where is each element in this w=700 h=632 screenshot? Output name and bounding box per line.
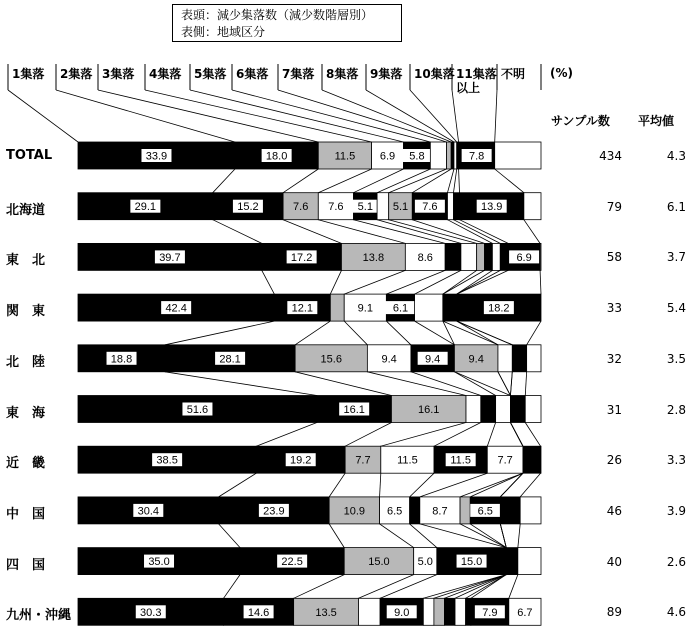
connector-line: [256, 423, 317, 447]
bar-segment: [377, 193, 389, 220]
bar-segment: [461, 243, 477, 270]
bar-segment: [492, 243, 500, 270]
connector-line: [318, 169, 371, 193]
data-label: 13.9: [480, 201, 503, 214]
bar-segment: [525, 396, 541, 423]
sample-count: 33: [606, 301, 622, 316]
data-label: 6.9: [516, 251, 532, 264]
data-label: 30.4: [137, 505, 160, 518]
mean-value: 3.9: [666, 503, 686, 518]
data-label: 9.1: [357, 302, 373, 315]
connector-line: [518, 524, 520, 548]
mean-value: 2.6: [666, 554, 686, 569]
bar-segment: [454, 142, 457, 169]
connector-line: [353, 169, 403, 193]
leader-line: [278, 90, 447, 142]
connector-line: [510, 372, 512, 396]
bar-segment: [481, 396, 496, 423]
column-header-5: 5集落: [194, 67, 227, 81]
leader-line: [452, 90, 459, 142]
connector-line: [500, 473, 523, 497]
row-label: 東 北: [6, 253, 46, 269]
data-label: 16.1: [343, 404, 365, 416]
column-header-2: 2集落: [60, 67, 93, 81]
data-label: 9.0: [394, 606, 410, 619]
sample-count: 58: [606, 250, 622, 265]
bar-segment: [330, 294, 344, 321]
data-label: 22.5: [281, 556, 303, 569]
bar-segment: [434, 598, 445, 625]
connector-line: [380, 575, 437, 599]
column-header-8: 8集落: [326, 67, 359, 81]
connector-line: [495, 169, 524, 193]
data-label: 13.8: [362, 251, 385, 264]
mean-value: 4.3: [666, 149, 686, 163]
data-label: 30.3: [140, 606, 162, 619]
connector-line: [454, 372, 495, 396]
connector-line: [219, 524, 240, 548]
connector-line: [386, 321, 411, 345]
data-label: 13.5: [315, 606, 337, 619]
leader-line: [145, 90, 372, 142]
data-label: 15.2: [237, 201, 259, 214]
data-label: 10.9: [343, 505, 366, 518]
data-label: 7.7: [497, 454, 513, 467]
data-label: 7.6: [293, 201, 309, 214]
bar-segment: [500, 497, 520, 524]
data-label: 19.2: [289, 454, 312, 467]
leader-line: [495, 90, 497, 142]
data-label: 15.0: [460, 556, 483, 569]
connector-line: [459, 169, 460, 193]
connector-line: [540, 270, 541, 294]
data-label: 18.2: [488, 302, 510, 315]
connector-line: [434, 423, 481, 447]
bar-segment: [451, 142, 454, 169]
bar-segment: [466, 396, 481, 423]
connector-line: [165, 372, 317, 396]
sample-count: 40: [606, 554, 622, 569]
data-label: 18.8: [110, 353, 133, 366]
connector-line: [213, 220, 262, 244]
bar-segment: [410, 497, 420, 524]
connector-line: [329, 473, 345, 497]
connector-line: [283, 169, 318, 193]
data-label: 42.4: [165, 302, 187, 315]
data-label: 33.9: [145, 150, 168, 163]
leader-line: [322, 90, 451, 142]
mean-value: 3.7: [666, 250, 686, 265]
sample-header: サンプル数: [551, 114, 610, 128]
connector-line: [219, 473, 257, 497]
data-label: 51.6: [186, 404, 209, 416]
row-label: 四 国: [6, 557, 46, 573]
connector-line: [381, 423, 466, 447]
data-label: 8.7: [432, 505, 448, 518]
connector-line: [457, 321, 498, 345]
connector-line: [524, 220, 540, 244]
bar-segment: [527, 345, 541, 372]
connector-line: [367, 372, 466, 396]
data-label: 6.5: [477, 505, 493, 518]
note-line-2: 表側：地域区分: [181, 25, 266, 39]
connector-line: [447, 169, 453, 193]
row-label: 東 海: [6, 405, 46, 421]
bar-segment: [430, 142, 446, 169]
data-label: 7.6: [328, 201, 344, 214]
bar-segment: [495, 142, 541, 169]
connector-line: [457, 270, 493, 294]
bar-segment: [415, 294, 443, 321]
bar-segment: [512, 345, 526, 372]
connector-line: [525, 372, 526, 396]
connector-line: [466, 575, 507, 599]
connector-line: [380, 473, 381, 497]
bar-segment: [500, 243, 508, 270]
connector-line: [411, 372, 481, 396]
data-label: 7.8: [468, 150, 485, 163]
data-label: 7.6: [422, 201, 438, 214]
connector-line: [525, 423, 540, 447]
data-label: 5.0: [417, 556, 433, 569]
connector-line: [454, 372, 510, 396]
sample-count: 26: [606, 453, 622, 468]
connector-line: [460, 473, 523, 497]
connector-line: [330, 270, 341, 294]
bar-segment: [498, 345, 512, 372]
note-line-1: 表頭：減少集落数（減少数階層別）: [181, 8, 374, 22]
connector-line: [510, 423, 523, 447]
row-label: 関 東: [6, 304, 46, 320]
connector-line: [295, 321, 330, 345]
connector-line: [318, 220, 405, 244]
data-label: 7.7: [355, 454, 371, 467]
data-label: 11.5: [450, 454, 471, 467]
column-header-1: 1集落: [12, 67, 45, 81]
connector-line: [509, 575, 518, 599]
leader-line: [410, 90, 457, 142]
column-header-11: 以上: [456, 81, 481, 95]
data-label: 17.2: [290, 251, 313, 264]
column-header-4: 4集落: [149, 67, 182, 81]
bar-segment: [444, 598, 455, 625]
sample-count: 31: [606, 402, 622, 417]
data-label: 15.0: [368, 556, 390, 569]
connector-line: [527, 321, 541, 345]
data-label: 9.4: [468, 353, 484, 366]
bar-segment: [485, 243, 493, 270]
mean-value: 5.4: [666, 301, 686, 316]
connector-line: [329, 524, 344, 548]
leader-line: [366, 90, 454, 142]
data-label: 38.5: [156, 454, 178, 467]
data-label: 16.1: [418, 404, 440, 416]
column-header-10: 10集落: [414, 67, 455, 81]
data-label: 39.7: [159, 251, 181, 264]
row-label: 九州・沖縄: [6, 608, 72, 624]
mean-value: 6.1: [666, 199, 686, 214]
sample-count: 79: [606, 199, 622, 214]
bar-segment: [358, 598, 380, 625]
connector-line: [344, 321, 367, 345]
leader-line: [8, 90, 78, 142]
bar-segment: [460, 497, 470, 524]
connector-line: [377, 169, 430, 193]
bar-segment: [447, 193, 453, 220]
row-label: TOTAL: [6, 148, 53, 163]
data-label: 5.1: [392, 201, 409, 214]
sample-count: 32: [606, 351, 622, 366]
connector-line: [453, 169, 456, 193]
sample-count: 46: [606, 503, 622, 518]
connector-line: [520, 473, 540, 497]
column-header-11: 11集落: [456, 67, 497, 81]
column-header-3: 3集落: [102, 67, 135, 81]
bar-segment: [520, 497, 541, 524]
data-label: 23.9: [263, 505, 285, 518]
data-label: 15.6: [320, 353, 342, 366]
data-label: 6.1: [392, 302, 409, 315]
row-label: 北海道: [6, 202, 46, 218]
connector-line: [455, 575, 506, 599]
connector-line: [460, 220, 509, 244]
leader-line: [232, 90, 430, 142]
connector-line: [224, 575, 241, 599]
data-label: 9.4: [381, 353, 397, 366]
bar-segment: [540, 243, 541, 270]
bar-segment: [443, 294, 457, 321]
bar-segment: [518, 548, 541, 575]
data-label: 6.7: [517, 606, 533, 619]
column-header-6: 6集落: [236, 67, 269, 81]
bar-segment: [510, 396, 525, 423]
connector-line: [415, 270, 461, 294]
connector-line: [423, 575, 506, 599]
connector-line: [444, 575, 506, 599]
leader-line: [190, 90, 403, 142]
data-label: 9.4: [425, 353, 441, 366]
data-label: 18.0: [265, 150, 288, 163]
data-label: 11.5: [397, 454, 418, 467]
column-header-12: 不明: [501, 67, 526, 81]
sample-count: 434: [599, 149, 622, 163]
bar-segment: [455, 598, 466, 625]
data-label: 35.0: [148, 556, 170, 569]
sample-count: 89: [606, 605, 622, 620]
bar-segment: [477, 243, 485, 270]
connector-line: [294, 575, 345, 599]
connector-line: [345, 423, 391, 447]
connector-line: [380, 524, 414, 548]
connector-line: [213, 169, 235, 193]
connector-line: [295, 372, 391, 396]
data-label: 5.1: [357, 201, 373, 214]
connector-line: [447, 220, 492, 244]
column-header-7: 7集落: [282, 67, 315, 81]
bar-segment: [453, 193, 459, 220]
connector-line: [443, 321, 498, 345]
bar-segment: [445, 243, 461, 270]
data-label: 11.5: [334, 150, 356, 163]
column-header-9: 9集落: [370, 67, 403, 81]
mean-header: 平均値: [638, 114, 675, 128]
data-label: 8.6: [417, 251, 433, 264]
data-label: 6.9: [379, 150, 396, 163]
bar-segment: [423, 598, 434, 625]
unit-label: (%): [550, 66, 573, 80]
connector-line: [457, 321, 513, 345]
mean-value: 4.6: [666, 605, 686, 620]
connector-line: [487, 423, 495, 447]
bar-segment: [496, 396, 511, 423]
bar-segment: [524, 193, 541, 220]
mean-value: 2.8: [666, 402, 686, 417]
connector-line: [358, 575, 413, 599]
row-label: 北 陸: [6, 354, 46, 370]
row-label: 中 国: [6, 506, 46, 522]
data-label: 5.8: [409, 150, 425, 163]
data-label: 6.5: [386, 505, 403, 518]
connector-line: [262, 270, 275, 294]
bar-segment: [523, 446, 541, 473]
connector-line: [460, 524, 506, 548]
data-label: 14.6: [247, 606, 270, 619]
data-label: 28.1: [219, 353, 241, 366]
mean-value: 3.5: [666, 351, 686, 366]
connector-line: [165, 321, 274, 345]
data-label: 12.1: [291, 302, 314, 315]
row-label: 近 畿: [6, 456, 46, 472]
connector-line: [443, 270, 477, 294]
data-label: 29.1: [134, 201, 157, 214]
connector-line: [498, 372, 511, 396]
data-label: 7.9: [482, 606, 498, 619]
bar-segment: [506, 548, 518, 575]
bar-segment: [447, 142, 452, 169]
connector-line: [434, 575, 506, 599]
connector-line: [453, 220, 500, 244]
mean-value: 3.3: [666, 453, 686, 468]
bar-segment: [466, 598, 471, 625]
